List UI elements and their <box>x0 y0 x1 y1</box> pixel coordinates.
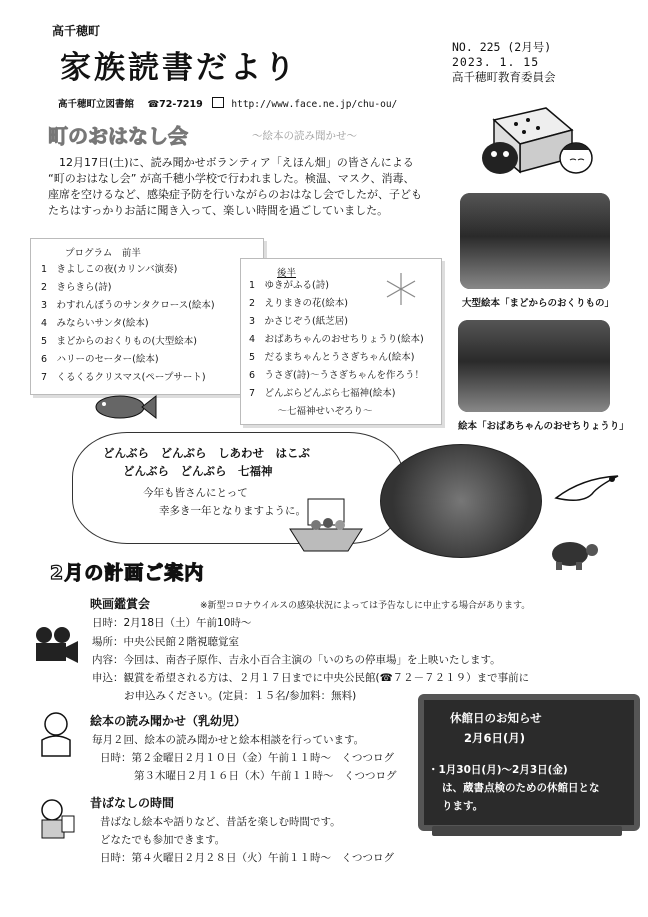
notice-line-3: ります。 <box>442 800 484 812</box>
event-photo-1 <box>460 193 610 289</box>
program-item: 4 おばあちゃんのおせちりょうり(絵本) <box>249 334 424 345</box>
event-subheading: ～絵本の読み聞かせ～ <box>252 130 357 142</box>
program-item: 5 だるまちゃんとうさぎちゃん(絵本) <box>249 352 415 363</box>
board-tray <box>432 826 622 836</box>
movie-date: 日時：2月18日（土）午前10時～ <box>92 617 252 629</box>
event-paragraph <box>48 155 448 219</box>
picture-book-desc: 毎月２回、絵本の読み聞かせと絵本相談を行っています。 <box>92 734 365 746</box>
issue-date: 2023. 1. 15 <box>452 55 540 69</box>
publisher: 高千穂町教育委員会 <box>452 70 556 84</box>
cloud-line-1: どんぶら どんぶら しあわせ はこぶ <box>103 446 310 460</box>
program-item: 4 みならいサンタ(絵本) <box>41 318 149 329</box>
program-item: 3 かさじぞう(紙芝居) <box>249 316 348 327</box>
snowflake-icon <box>381 269 421 309</box>
program-item: 7 どんぶらどんぶら七福神(絵本) <box>249 388 396 399</box>
program-item: 1 ゆきがふる(詩) <box>249 280 329 291</box>
program-item: 6 うさぎ(詩)～うさぎちゃんを作ろう！ <box>249 370 424 381</box>
home-icon <box>212 97 224 108</box>
program-first-half-card <box>30 238 264 395</box>
program-item: 2 きらきら(詩) <box>41 282 112 293</box>
paragraph-line: 座席を空けるなど、感染症予防を行いながらのおはなし会でしたが、子ども <box>48 188 422 201</box>
child-reading-icon <box>34 710 78 758</box>
movie-note: ※新型コロナウイルスの感染状況によっては予告なしに中止する場合があります。 <box>200 601 531 611</box>
setsubun-illustration <box>476 100 596 178</box>
program-item: 5 まどからのおくりもの(大型絵本) <box>41 336 197 347</box>
sea-bream-icon <box>90 392 160 422</box>
movie-content: 内容：今回は、南杏子原作、吉永小百合主演の「いのちの停車場」を上映いたします。 <box>92 654 501 666</box>
town-name: 高千穂町 <box>52 24 101 38</box>
old-tales-title: 昔ばなしの時間 <box>90 796 175 810</box>
paragraph-line: たちはすっかりお話に聞き入って、楽しい時間を過ごしていました。 <box>48 204 389 217</box>
seven-lucky-gods-illustration <box>380 444 542 558</box>
okame-face-icon <box>560 143 592 173</box>
movie-apply-2: お申込みください。(定員：１５名/参加料：無料) <box>124 690 357 702</box>
closure-notice-board <box>418 694 640 831</box>
issue-number: NO. 225 (2月号) <box>452 40 552 54</box>
picture-book-title: 絵本の読み聞かせ（乳幼児） <box>90 714 247 728</box>
cloud-line-4: 幸多き一年となりますように。 <box>159 505 306 517</box>
old-tales-desc-2: どなたでも参加できます。 <box>100 834 226 846</box>
library-name: 高千穂町立図書館 <box>58 99 135 110</box>
movie-camera-icon <box>30 625 80 669</box>
library-phone: ☎72-7219 <box>147 99 203 110</box>
cloud-line-3: 今年も皆さんにとって <box>143 487 248 499</box>
paragraph-line: “町のおはなし会” が高千穂小学校で行われました。検温、マスク、消毒、 <box>48 172 415 185</box>
program-item: 1 きよしこの夜(カリンバ演奏) <box>41 264 178 275</box>
paragraph-line: 12月17日(土)に、読み聞かせボランティア「えほん畑」の皆さんによる <box>48 156 414 169</box>
event-heading: 町のおはなし会 <box>48 124 188 148</box>
cloud-line-2: どんぶら どんぶら 七福神 <box>123 464 273 478</box>
program-item: 3 わすれんぼうのサンタクロース(絵本) <box>41 300 215 311</box>
photo-caption-1: 大型絵本「まどからのおくりもの」 <box>462 298 615 309</box>
old-tales-desc-1: 昔ばなし絵本や語りなど、昔話を楽しむ時間です。 <box>100 816 341 828</box>
picture-book-time-2: 第３木曜日２月１６日（木）午前１１時～ くつつログ <box>134 770 397 782</box>
treasure-ship-icon <box>286 495 366 557</box>
program-item: ～七福神せいぞろり～ <box>249 406 373 417</box>
newsletter-title: 家族読書だより <box>60 50 298 86</box>
old-tales-time: 日時：第４火曜日２月２８日（火）午前１１時～ くつつログ <box>100 852 394 864</box>
notice-date: 2月6日(月) <box>464 731 526 745</box>
notice-line-2: は、蔵書点検のための休館日とな <box>442 782 600 794</box>
library-url[interactable]: http://www.face.ne.jp/chu-ou/ <box>231 99 398 110</box>
photo-caption-2: 絵本「おばあちゃんのおせちりょうり」 <box>458 421 629 432</box>
oni-mask-icon <box>482 142 518 174</box>
library-contact <box>58 96 397 110</box>
plan-heading: 2月の計画ご案内 <box>50 562 205 584</box>
program-first-title: プログラム 前半 <box>65 248 141 259</box>
issue-info <box>452 40 556 85</box>
program-item: 6 ハリーのセーター(絵本) <box>41 354 159 365</box>
program-second-title: 後半 <box>277 268 297 279</box>
event-photo-2 <box>458 320 610 412</box>
turtle-icon <box>544 532 600 572</box>
picture-book-time-1: 日時：第２金曜日２月１０日（金）午前１１時～ くつつログ <box>100 752 394 764</box>
program-item: 2 えりまきの花(絵本) <box>249 298 348 309</box>
program-second-half-card <box>240 258 442 425</box>
notice-title: 休館日のお知らせ <box>450 711 542 725</box>
notice-line-1: ・1月30日(月)～2月3日(金) <box>428 764 568 776</box>
movie-apply-1: 申込：観賞を希望される方は、２月１７日までに中央公民館(☎７２－７２１９）まで事前に <box>92 672 530 684</box>
movie-title: 映画鑑賞会 <box>90 597 151 611</box>
crane-icon <box>552 470 622 510</box>
old-tales-icon <box>32 796 78 842</box>
program-item: 7 くるくるクリスマス(ペープサート) <box>41 372 206 383</box>
movie-place: 場所：中央公民館２階視聴覚室 <box>92 636 239 648</box>
